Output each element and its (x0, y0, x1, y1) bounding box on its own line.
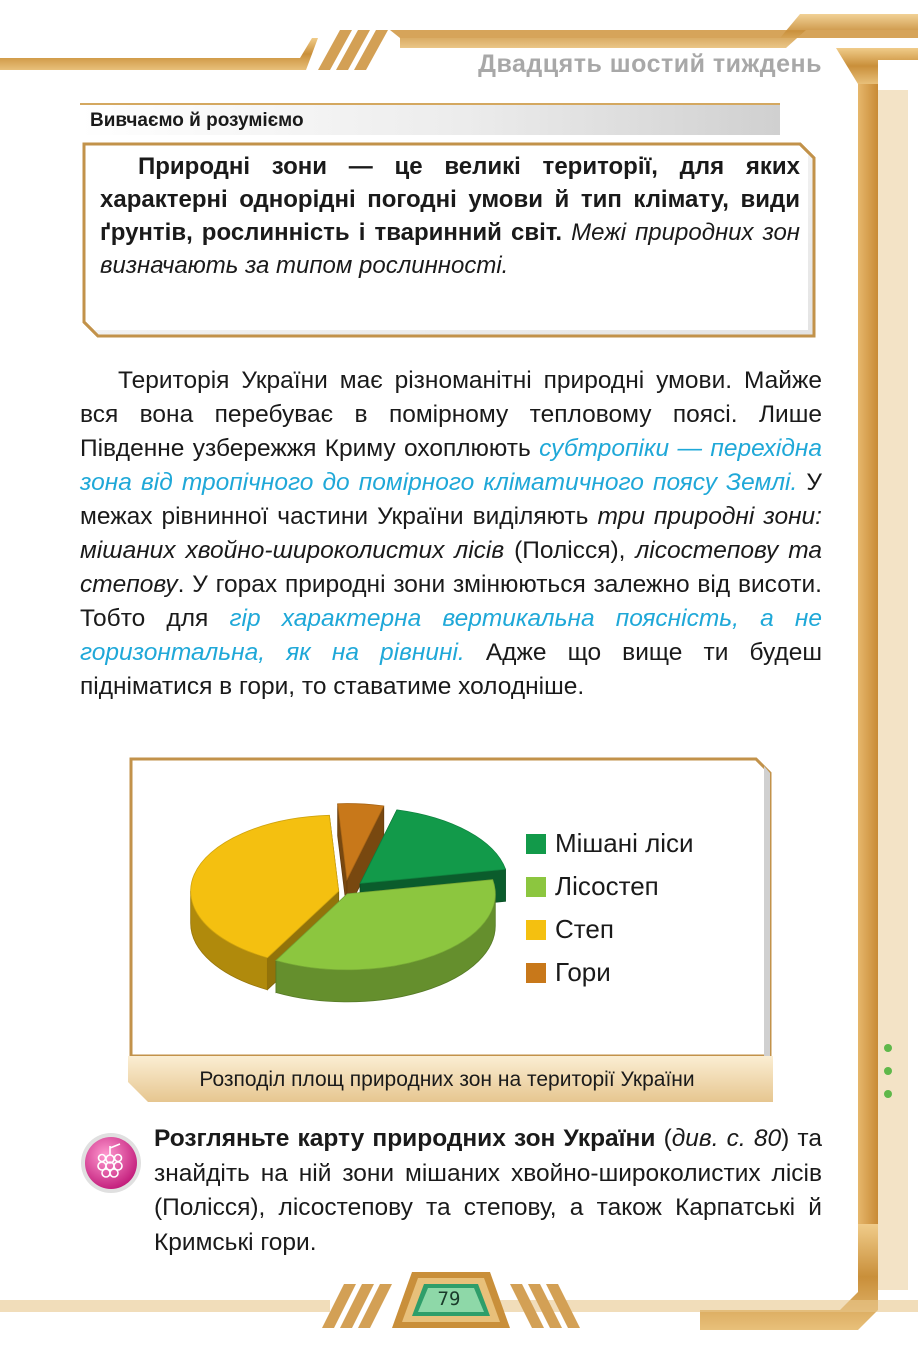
legend-label: Гори (555, 957, 611, 987)
legend-item (526, 951, 694, 994)
body-italic-zones: три природні зони: мішаних хвойно-широколистих лісів (80, 503, 822, 564)
definition-bold: Природні зони — це великі території, для яких характерні однорідні погодні умови й тип клімату, види ґрунтів, рослинність і тваринний світ. (100, 153, 800, 246)
definition-text (100, 150, 800, 282)
chart-legend (526, 822, 694, 994)
body-text-1: Територія України має різноманітні природні умови. Майже вся вона перебуває в помірному тепловому поясі. Лише Південне узбережжя Криму охоплюють (80, 367, 822, 462)
body-text-5: Адже що вище ти будеш підніматися в гори, то ставатиме холодніше. (80, 639, 822, 700)
legend-swatch (526, 877, 546, 897)
body-highlight-subtropics: субтропіки — перехідна зона від тропічного до помірного кліматичного поясу Землі. (80, 435, 822, 496)
task-text (154, 1122, 822, 1260)
section-label: Вивчаємо й розуміємо (80, 103, 780, 135)
chart-caption: Розподіл площ природних зон на території України (199, 1068, 695, 1091)
legend-label: Мішані ліси (555, 828, 694, 858)
body-text-3: (Полісся), (504, 537, 636, 564)
legend-item (526, 822, 694, 865)
legend-label: Степ (555, 914, 614, 944)
legend-swatch (526, 920, 546, 940)
body-paragraph (80, 364, 822, 704)
legend-swatch (526, 834, 546, 854)
legend-item (526, 908, 694, 951)
body-text-2: У межах рівнинної частини України виділяють (80, 469, 822, 530)
legend-swatch (526, 963, 546, 983)
legend-item (526, 865, 694, 908)
definition-italic: Межі природних зон визначають за типом рослинності. (100, 219, 801, 279)
pie-chart (180, 800, 520, 1030)
body-italic-steppe: лісостепову та степову (80, 537, 822, 598)
running-header: Двадцять шостий тиждень (478, 50, 822, 78)
page-number: 79 (437, 1288, 461, 1310)
task-page-reference: див. с. 80 (671, 1125, 782, 1152)
task-text-1: ( (655, 1125, 672, 1152)
rowan-berries-icon (80, 1132, 142, 1194)
task-text-2: ) та знайдіть на ній зони мішаних хвойно-широколистих лісів (Полісся), лісостепову та степову, а також Карпатські й Кримські гори. (154, 1125, 822, 1256)
legend-label: Лісостеп (555, 871, 659, 901)
task-bold: Розгляньте карту природних зон України (154, 1125, 656, 1152)
body-highlight-mountains: гір характерна вертикальна поясність, а не горизонтальна, як на рівнині. (80, 605, 822, 666)
body-text-4: . У горах природні зони змінюються залежно від висоти. Тобто для (80, 571, 822, 632)
